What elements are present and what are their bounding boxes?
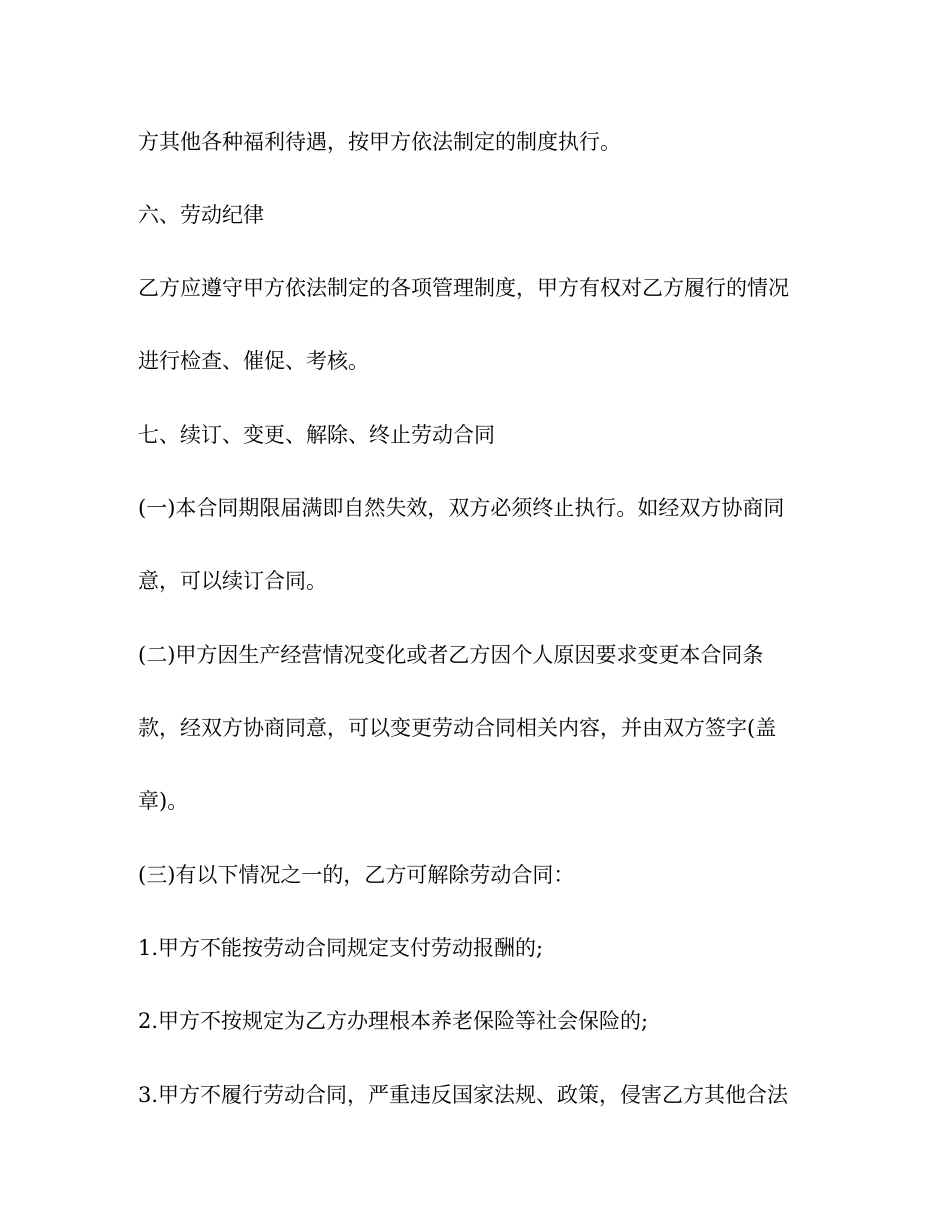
list-item-3: 3.甲方不履行劳动合同，严重违反国家法规、政策，侵害乙方其他合法 — [138, 1083, 789, 1107]
clause-2-line-3: 章)。 — [138, 789, 189, 813]
paragraph-discipline-line-2: 进行检查、催促、考核。 — [138, 349, 369, 373]
heading-labor-discipline: 六、劳动纪律 — [138, 203, 264, 227]
clause-1-line-2: 意，可以续订合同。 — [138, 569, 327, 593]
paragraph-discipline-line-1: 乙方应遵守甲方依法制定的各项管理制度，甲方有权对乙方履行的情况 — [138, 276, 789, 300]
clause-3-intro: (三)有以下情况之一的，乙方可解除劳动合同： — [138, 863, 575, 887]
paragraph-benefits-end: 方其他各种福利待遇，按甲方依法制定的制度执行。 — [138, 130, 621, 154]
clause-1-line-1: (一)本合同期限届满即自然失效，双方必须终止执行。如经双方协商同 — [138, 496, 785, 520]
clause-2-line-1: (二)甲方因生产经营情况变化或者乙方因个人原因要求变更本合同条 — [138, 643, 764, 667]
list-item-2: 2.甲方不按规定为乙方办理根本养老保险等社会保险的; — [138, 1009, 649, 1033]
clause-2-line-2: 款，经双方协商同意，可以变更劳动合同相关内容，并由双方签字(盖 — [138, 716, 777, 740]
heading-contract-changes: 七、续订、变更、解除、终止劳动合同 — [138, 423, 495, 447]
list-item-1: 1.甲方不能按劳动合同规定支付劳动报酬的; — [138, 936, 544, 960]
